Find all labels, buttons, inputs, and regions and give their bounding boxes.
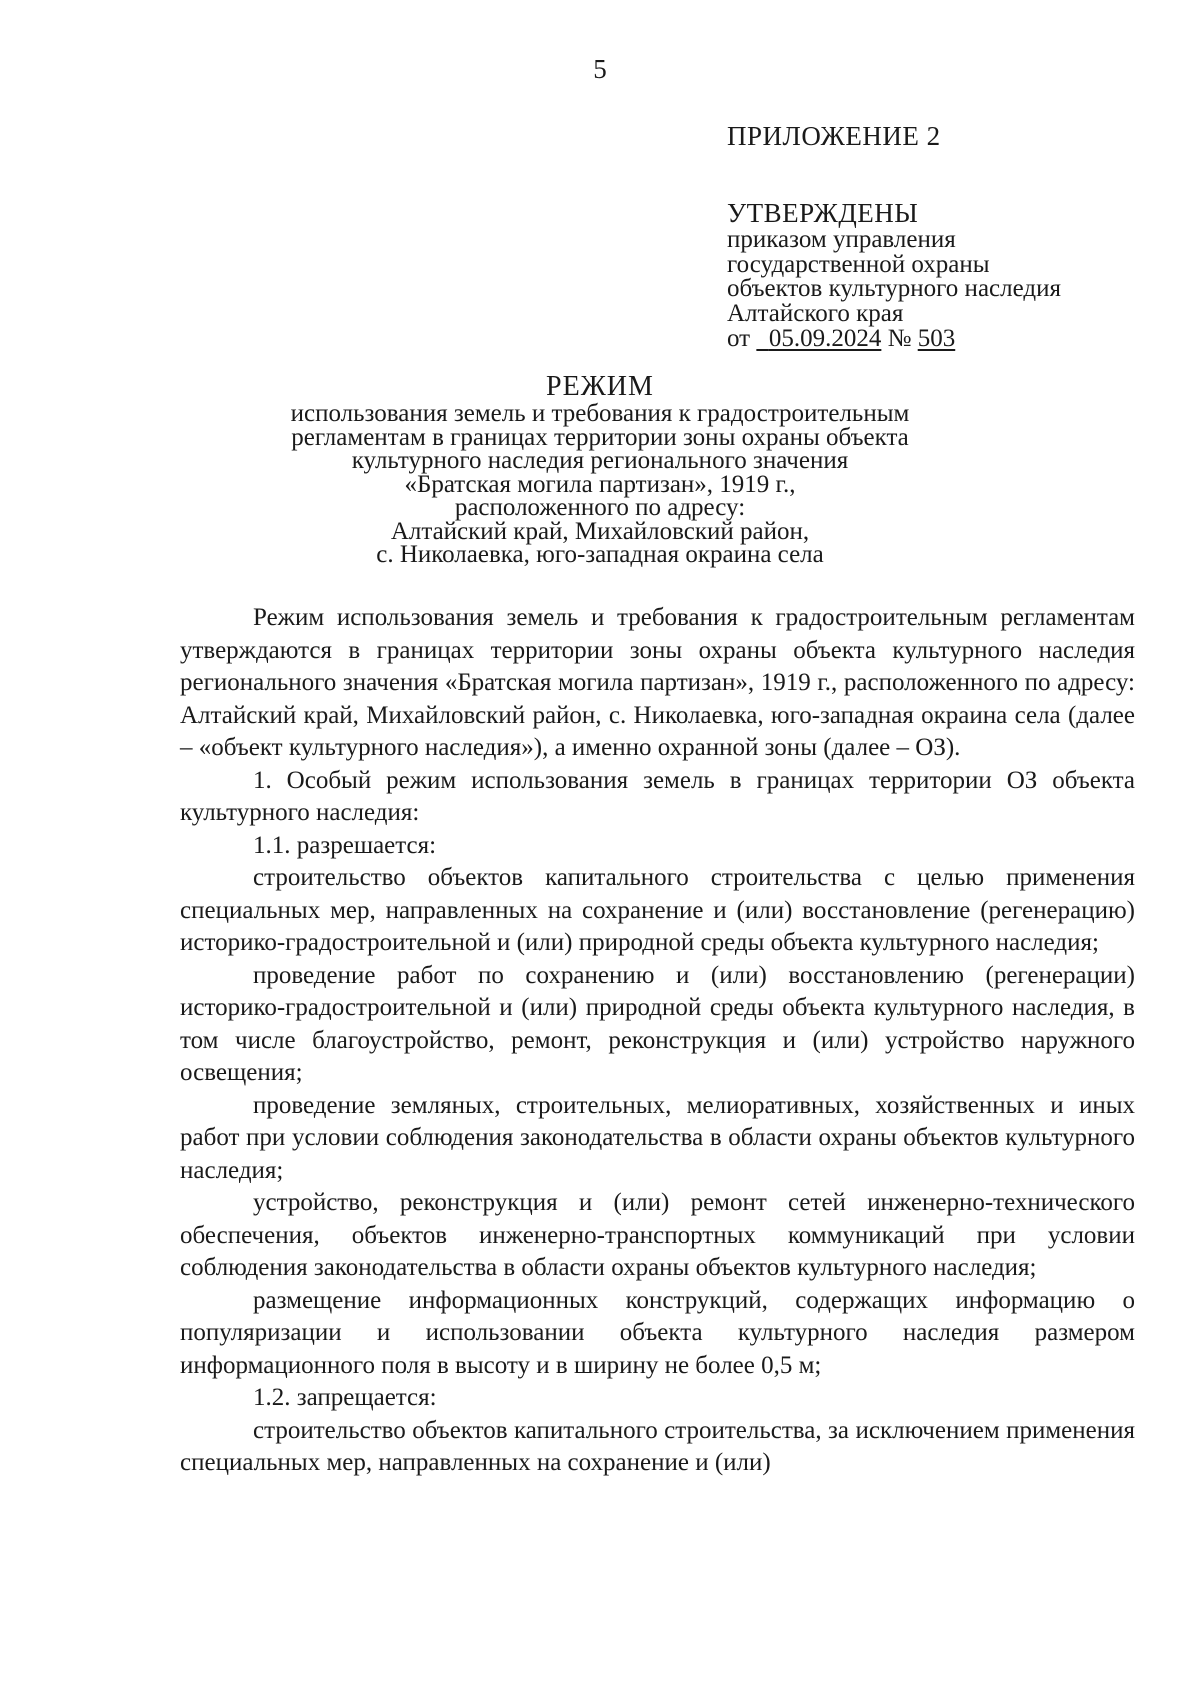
order-date-number bbox=[727, 326, 1167, 352]
document-heading: РЕЖИМ bbox=[546, 371, 654, 402]
section-1-heading: 1. Особый режим использования земель в границах территории ОЗ объекта культурного наследия: bbox=[180, 766, 1135, 826]
title-line: культурного наследия регионального значения bbox=[351, 447, 849, 474]
allowed-item: проведение земляных, строительных, мелиоративных, хозяйственных и иных работ при условии соблюдения законодательства в области охраны объектов культурного наследия; bbox=[180, 1091, 1135, 1184]
intro-paragraph: Режим использования земель и требования к градостроительным регламентам утверждаются в границах территории зоны охраны объекта культурного наследия регионального значения «Братская могила партизан», 1919 г., расположенного по адресу: Алтайский край, Михайловский район, с. Николаевка, юго-западная окраина села (далее – «объект культурного наследия»), а именно охранной зоны (далее – ОЗ). bbox=[180, 604, 1135, 761]
date-prefix: от bbox=[727, 325, 751, 352]
order-date: 05.09.2024 bbox=[768, 325, 882, 352]
approval-line: Алтайского края bbox=[727, 299, 904, 327]
approval-line: приказом управления bbox=[727, 226, 956, 253]
allowed-item: проведение работ по сохранению и (или) восстановлению (регенерации) историко-градостроительной и (или) природной среды объекта культурного наследия, в том числе благоустройство, ремонт, реконструкция и (или) устройство наружного освещения; bbox=[180, 961, 1135, 1086]
order-number: 503 bbox=[917, 325, 956, 352]
page-number: 5 bbox=[593, 54, 607, 84]
title-line: Алтайский край, Михайловский район, bbox=[390, 517, 810, 545]
title-line: регламентам в границах территории зоны охраны объекта bbox=[291, 423, 909, 451]
allowed-item: устройство, реконструкция и (или) ремонт сетей инженерно-технического обеспечения, объектов инженерно-транспортных коммуникаций при условии соблюдения законодательства в области охраны объектов культурного наследия; bbox=[180, 1189, 1135, 1281]
title-line: расположенного по адресу: bbox=[454, 494, 746, 521]
number-sign: № bbox=[887, 325, 912, 352]
section-1-2-heading: 1.2. запрещается: bbox=[253, 1384, 437, 1411]
document-body bbox=[180, 602, 1135, 1480]
section-1-1-heading: 1.1. разрешается: bbox=[253, 831, 437, 859]
title-line: «Братская могила партизан», 1919 г., bbox=[404, 470, 796, 498]
allowed-item: размещение информационных конструкций, содержащих информацию о популяризации и использовании объекта культурного наследия размером информационного поля в высоту и в ширину не более 0,5 м; bbox=[180, 1286, 1135, 1379]
forbidden-item: строительство объектов капитального строительства, за исключением применения специальных мер, направленных на сохранение и (или) bbox=[180, 1416, 1135, 1476]
approval-line: объектов культурного наследия bbox=[727, 275, 1061, 302]
allowed-item: строительство объектов капитального строительства с целью применения специальных мер, направленных на сохранение и (или) восстановление (регенерацию) историко-градостроительной и (или) природной среды объекта культурного наследия; bbox=[180, 864, 1135, 956]
approved-heading: УТВЕРЖДЕНЫ bbox=[727, 198, 919, 228]
approval-block bbox=[727, 120, 1167, 352]
title-line: с. Николаевка, юго-западная окраина села bbox=[376, 541, 824, 568]
document-title-block bbox=[0, 372, 1200, 567]
title-line: использования земель и требования к градостроительным bbox=[290, 400, 910, 427]
approval-line: государственной охраны bbox=[727, 250, 990, 278]
appendix-label: ПРИЛОЖЕНИЕ 2 bbox=[727, 121, 941, 151]
